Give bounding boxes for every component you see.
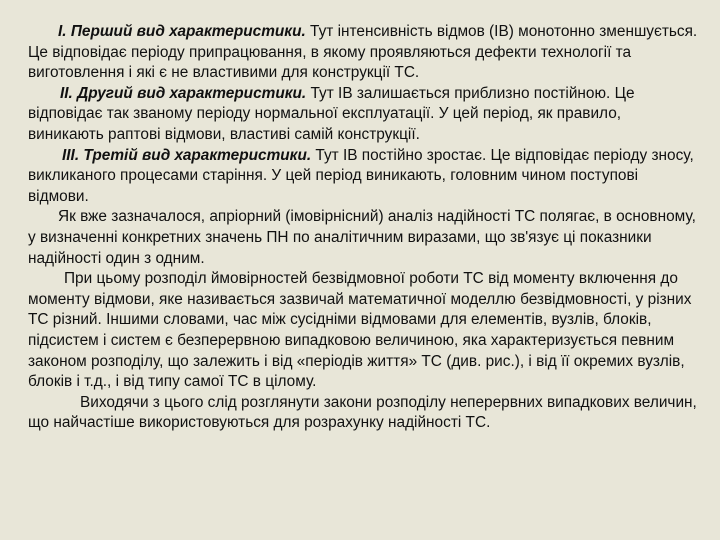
paragraph-second-characteristic	[28, 84, 700, 146]
term-second-characteristic: ІІ. Другий вид характеристики.	[60, 84, 307, 102]
paragraph-text: Як вже зазначалося, апріорний (імовірнісний) аналіз надійності ТС полягає, в основному, у визначенні конкретних значень ПН по аналітичним виразами, що зв'язує ці показники надійності один з одним.	[28, 208, 696, 267]
paragraph-text: Тут ІВ постійно зростає. Це відповідає періоду зносу, викликаного процесами старіння. У цей період виникають, головним чином поступові відмови.	[28, 146, 694, 205]
paragraph-third-characteristic	[28, 146, 700, 208]
paragraph-text: При цьому розподіл ймовірностей безвідмовної роботи ТС від моменту включення до моменту відмови, яке називається зазвичай математичної моделлю безвідмовності, у різних ТС різний. Іншими словами, час між сусідніми відмовами для елементів, вузлів, блоків, підсистем і систем є безперервною випадковою величиною, яка характеризується певним законом розподілу, що залежить і від «періодів життя» ТС (див. рис.), і від її окремих вузлів, блоків і т.д., і від типу самої ТС в цілому.	[28, 270, 692, 391]
term-first-characteristic: І. Перший вид характеристики.	[58, 23, 306, 40]
paragraph-distribution-model	[28, 269, 700, 393]
paragraph-first-characteristic	[28, 22, 700, 84]
paragraph-apriori-analysis	[28, 207, 700, 269]
paragraph-text: Тут ІВ залишається приблизно постійною. Це відповідає так званому періоду нормальної експлуатації. У цей період, як правило, виникають раптові відмови, властиві самій конструкції.	[28, 84, 635, 143]
term-third-characteristic: ІІІ. Третій вид характеристики.	[62, 146, 312, 164]
paragraph-text: Виходячи з цього слід розглянути закони розподілу неперервних випадкових величин, що найчастіше використовуються для розрахунку надійності ТС.	[28, 393, 697, 432]
document-body	[28, 22, 700, 434]
paragraph-conclusion	[28, 393, 700, 434]
paragraph-text: Тут інтенсивність відмов (ІВ) монотонно зменшується. Це відповідає періоду припрацювання, в якому проявляються дефекти технології та виготовлення і які є не властивими для конструкції ТС.	[28, 23, 698, 82]
